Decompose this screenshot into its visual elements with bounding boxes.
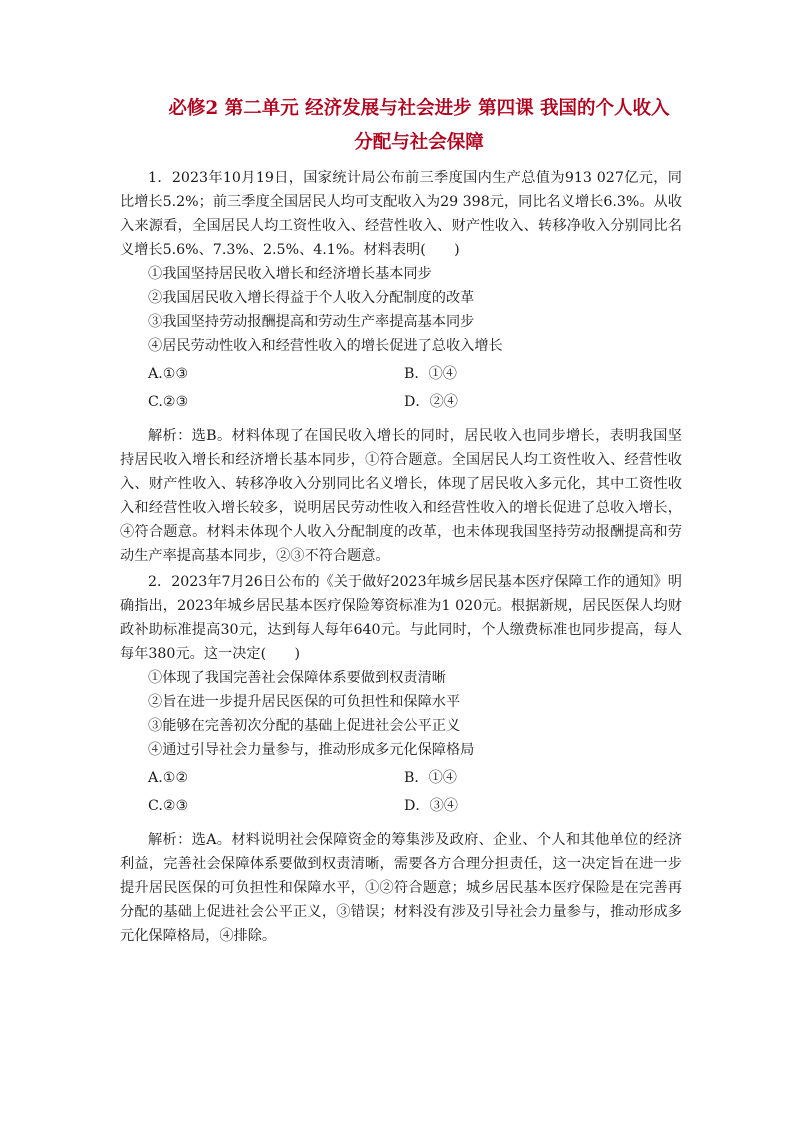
question-stem: 2．2023年7月26日公布的《关于做好2023年城乡居民基本医疗保障工作的通知》明确指出，2023年城乡居民基本医疗保险筹资标准为1 020元。根据新规，居民医保人均财政补助标准提高30元，达到每人每年640元。与此同时，个人缴费标准也同步提高，每人每年380元。这一决定( ) — [120, 574, 682, 662]
choice-b: B．①④ — [404, 770, 457, 786]
question-stem: 1．2023年10月19日，国家统计局公布前三季度国内生产总值为913 027亿元，同比增长5.2%；前三季度全国居民人均可支配收入为29 398元，同比名义增长6.3%。从收入来源看，全国居民人均工资性收入、经营性收入、财产性收入、转移净收入分别同比名义增长5.6%、7.3%、2.5%、4.1%。材料表明( ) — [120, 170, 682, 258]
choice-d: D．③④ — [404, 798, 458, 814]
choice-a: A.①② — [148, 770, 189, 786]
choice-c: C.②③ — [148, 394, 189, 410]
statement-option: ③能够在完善初次分配的基础上促进社会公平正义 — [148, 718, 461, 734]
choice-c: C.②③ — [148, 798, 189, 814]
choice-d: D．②④ — [404, 394, 458, 410]
question-1 — [120, 166, 682, 568]
title-line-1: 必修2 第二单元 经济发展与社会进步 第四课 我国的个人收入 — [168, 98, 670, 119]
statement-option: ②旨在进一步提升居民医保的可负担性和保障水平 — [148, 694, 461, 710]
statement-option: ④通过引导社会力量参与，推动形成多元化保障格局 — [148, 742, 475, 758]
statement-option: ①我国坚持居民收入增长和经济增长基本同步 — [148, 266, 432, 282]
question-2 — [120, 570, 682, 948]
statement-option: ②我国居民收入增长得益于个人收入分配制度的改革 — [148, 290, 475, 306]
statement-option: ①体现了我国完善社会保障体系要做到权责清晰 — [148, 670, 446, 686]
title-line-2: 分配与社会保障 — [354, 132, 484, 153]
answer-choices — [120, 362, 682, 418]
choice-a: A.①③ — [148, 366, 189, 382]
analysis-text: 解析：选B。材料体现了在国民收入增长的同时，居民收入也同步增长，表明我国坚持居民收入增长和经济增长基本同步，①符合题意。全国居民人均工资性收入、经营性收入、财产性收入、转移净收入分别同比名义增长，体现了居民收入多元化，其中工资性收入和经营性收入增长较多，说明居民劳动性收入和经营性收入的增长促进了总收入增长，④符合题意。材料未体现个人收入分配制度的改革，也未体现我国坚持劳动报酬提高和劳动生产率提高基本同步，②③不符合题意。 — [120, 428, 682, 564]
answer-choices — [120, 766, 682, 822]
page-title — [120, 92, 682, 160]
choice-b: B．①④ — [404, 366, 457, 382]
statement-option: ④居民劳动性收入和经营性收入的增长促进了总收入增长 — [148, 338, 503, 354]
analysis-text: 解析：选A。材料说明社会保障资金的筹集涉及政府、企业、个人和其他单位的经济利益，完善社会保障体系要做到权责清晰，需要各方合理分担责任，这一决定旨在进一步提升居民医保的可负担性和保障水平，①②符合题意；城乡居民基本医疗保险是在完善再分配的基础上促进社会公平正义，③错误；材料没有涉及引导社会力量参与，推动形成多元化保障格局，④排除。 — [120, 832, 682, 944]
statement-option: ③我国坚持劳动报酬提高和劳动生产率提高基本同步 — [148, 314, 475, 330]
